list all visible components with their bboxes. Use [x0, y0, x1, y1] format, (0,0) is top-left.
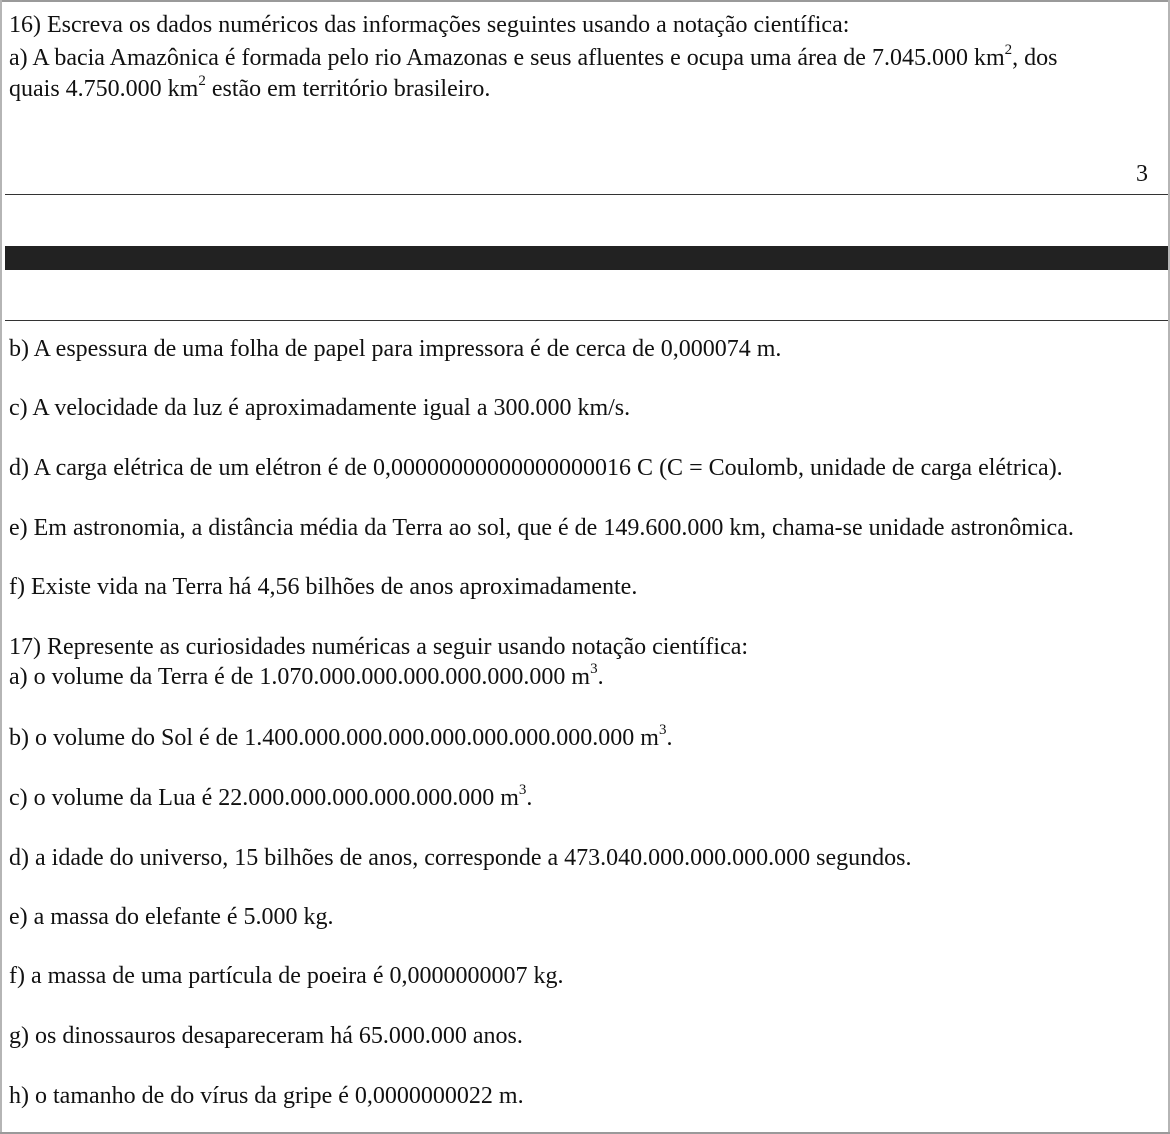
question-17a — [9, 663, 604, 691]
text-segment: , dos — [1012, 45, 1058, 71]
text-segment: a) o volume da Terra é de 1.070.000.000.000.000.000.000 m — [9, 664, 591, 690]
text-segment: . — [597, 664, 604, 690]
question-16b: b) A espessura de uma folha de papel para impressora é de cerca de 0,000074 m. — [9, 336, 782, 362]
text-segment: c) o volume da Lua é 22.000.000.000.000.000.000 m — [9, 785, 519, 811]
question-17c — [9, 784, 532, 812]
superscript: 3 — [518, 782, 527, 798]
question-17g: g) os dinossauros desapareceram há 65.000.000 anos. — [9, 1023, 523, 1049]
question-16a-line-1 — [9, 44, 1057, 72]
superscript: 2 — [1004, 42, 1013, 58]
superscript: 3 — [658, 722, 667, 738]
page-number: 3 — [1136, 161, 1148, 187]
page-bottom-rule — [5, 194, 1168, 195]
question-17e: e) a massa do elefante é 5.000 kg. — [9, 904, 334, 930]
question-16c: c) A velocidade da luz é aproximadamente igual a 300.000 km/s. — [9, 395, 631, 421]
page-separator-bar — [5, 246, 1168, 270]
question-17h: h) o tamanho de do vírus da gripe é 0,0000000022 m. — [9, 1083, 524, 1109]
question-16d: d) A carga elétrica de um elétron é de 0,00000000000000000016 C (C = Coulomb, unidade de carga elétrica). — [9, 455, 1063, 481]
question-17b — [9, 724, 672, 752]
question-17f: f) a massa de uma partícula de poeira é 0,0000000007 kg. — [9, 963, 564, 989]
question-16a-line-2 — [9, 75, 490, 103]
superscript: 2 — [198, 73, 206, 89]
question-16e: e) Em astronomia, a distância média da Terra ao sol, que é de 149.600.000 km, chama-se unidade astronômica. — [9, 515, 1074, 541]
text-segment: estão em território brasileiro. — [205, 76, 491, 102]
text-segment: b) o volume do Sol é de 1.400.000.000.000.000.000.000.000.000 m — [9, 725, 659, 751]
text-segment: . — [526, 785, 533, 811]
frame-top-border — [0, 0, 1170, 2]
text-segment: . — [666, 725, 673, 751]
page-top-rule — [5, 320, 1168, 321]
text-segment: quais 4.750.000 km — [9, 76, 199, 102]
question-16-title: 16) Escreva os dados numéricos das informações seguintes usando a notação científica: — [9, 12, 850, 38]
question-17-title: 17) Represente as curiosidades numéricas a seguir usando notação científica: — [9, 634, 749, 660]
frame-left-border — [0, 0, 2, 1134]
question-17d: d) a idade do universo, 15 bilhões de anos, corresponde a 473.040.000.000.000.000 segundos. — [9, 845, 912, 871]
question-16f: f) Existe vida na Terra há 4,56 bilhões de anos aproximadamente. — [9, 574, 638, 600]
text-segment: a) A bacia Amazônica é formada pelo rio Amazonas e seus afluentes e ocupa uma área de 7.045.000 km — [9, 45, 1005, 71]
superscript: 3 — [590, 661, 598, 677]
